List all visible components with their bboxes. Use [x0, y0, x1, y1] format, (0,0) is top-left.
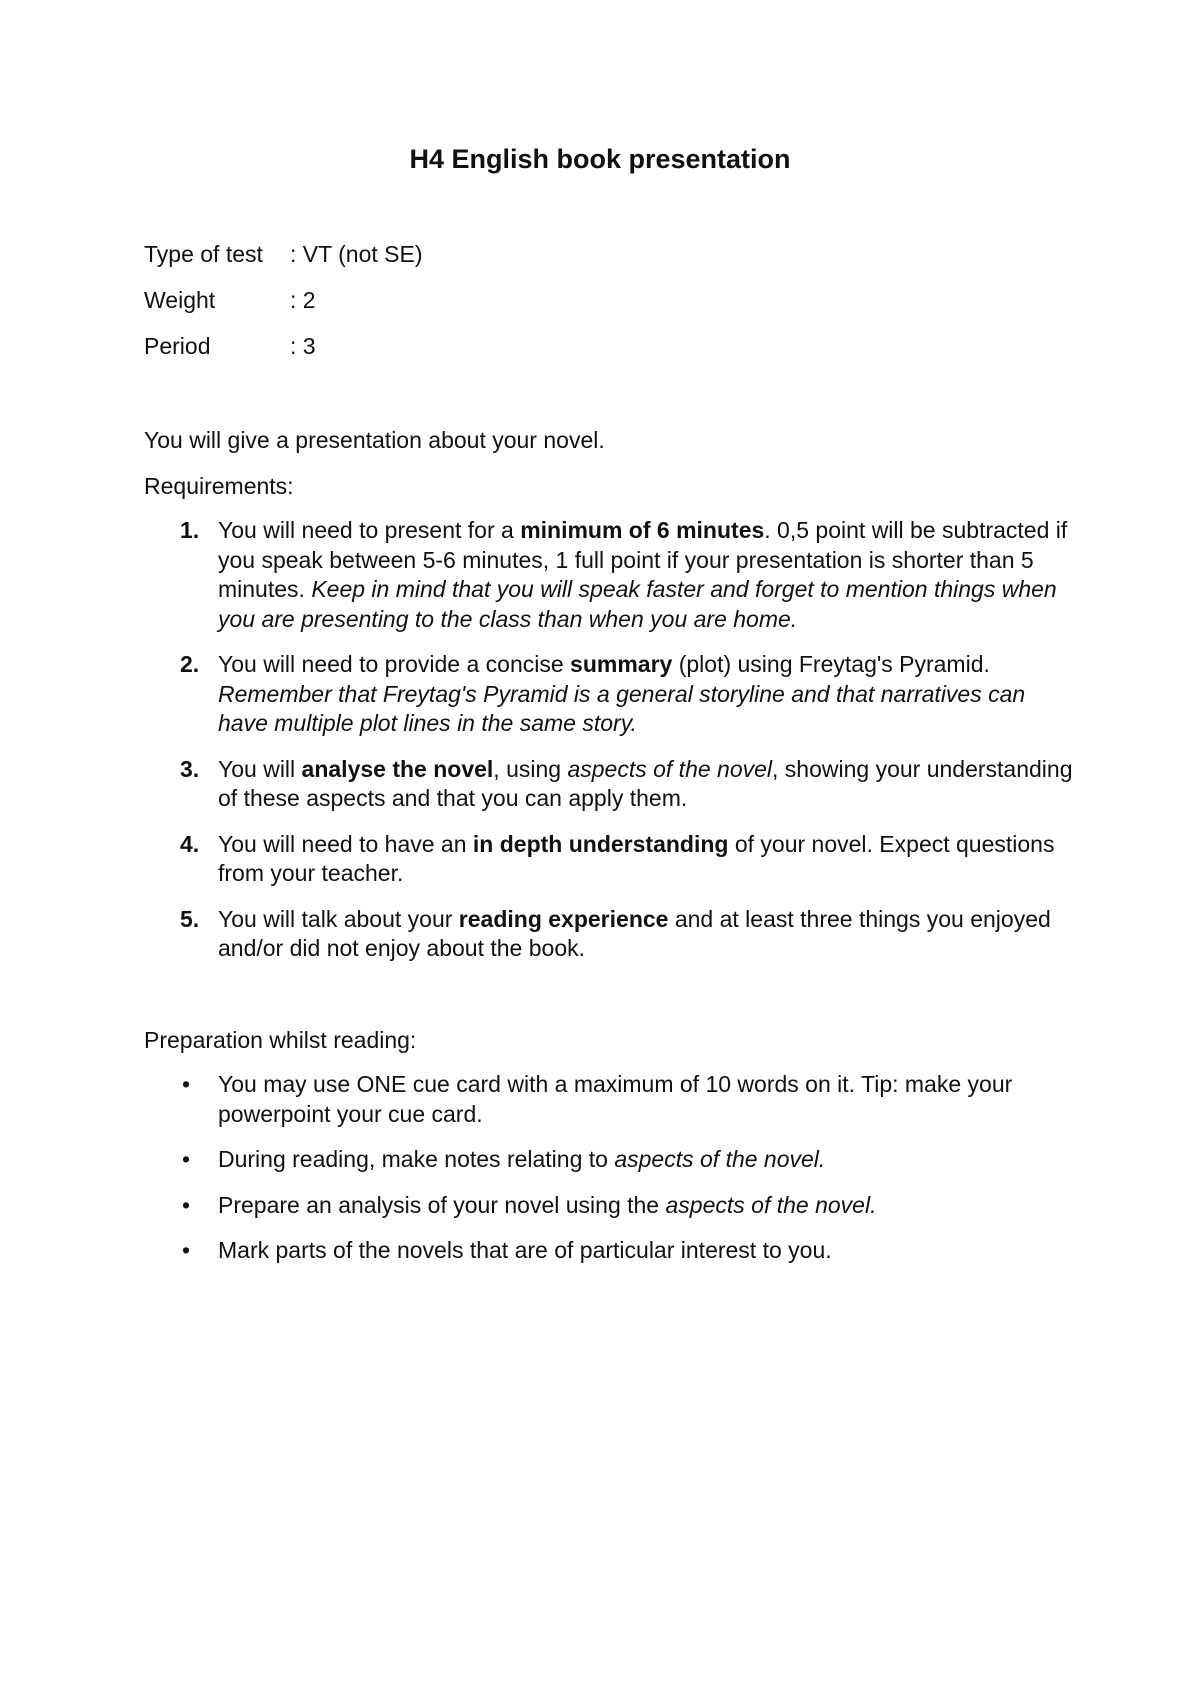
preparation-text: You may use ONE cue card with a maximum of 10 words on it. Tip: make your powerpoint your cue card. — [218, 1071, 1013, 1127]
weight-label: Weight — [144, 287, 216, 313]
requirement-number: 1. — [180, 517, 200, 543]
requirement-text: , using — [493, 755, 568, 782]
requirement-item — [144, 650, 1074, 739]
preparation-heading: Preparation whilst reading: — [144, 1027, 417, 1053]
requirement-emphasis: summary — [570, 651, 673, 677]
weight-row — [144, 284, 744, 330]
preparation-text: Mark parts of the novels that are of particular interest to you. — [218, 1237, 832, 1263]
requirements-heading: Requirements: — [144, 473, 294, 499]
requirement-text: You will need to provide a concise — [218, 651, 571, 677]
requirement-text: You will talk about your — [218, 905, 459, 932]
requirement-text: , showing your understanding of these aspects and that you can apply them. — [218, 755, 1073, 811]
preparation-text: Prepare an analysis of your novel using the — [218, 1191, 666, 1218]
requirement-note: Keep in mind that you will speak faster and forget to mention things when you are presenting to the class than when you are home. — [218, 576, 1057, 632]
requirement-number: 3. — [180, 755, 200, 782]
requirements-list — [144, 516, 1074, 980]
requirement-number: 5. — [180, 905, 200, 932]
requirement-emphasis: in depth understanding — [472, 830, 729, 857]
period-value: : 3 — [290, 333, 316, 359]
period-label: Period — [144, 333, 211, 359]
bullet-icon: • — [182, 1146, 191, 1172]
requirement-item — [144, 830, 1074, 889]
requirement-emphasis: minimum of 6 minutes — [520, 517, 765, 543]
document-title: H4 English book presentation — [409, 144, 791, 174]
preparation-item — [144, 1145, 1074, 1175]
requirement-text: (plot) using Freytag's Pyramid. — [672, 651, 990, 677]
preparation-item — [144, 1191, 1074, 1221]
period-row — [144, 330, 744, 376]
requirement-number: 2. — [180, 651, 200, 677]
requirement-text: and at least three things you enjoyed and/or did not enjoy about the book. — [218, 905, 1051, 961]
requirement-text: . 0,5 point will be subtracted if you speak between 5-6 minutes, 1 full point if your presentation is shorter than 5 minutes. — [218, 517, 1068, 602]
test-info — [144, 238, 744, 376]
requirement-number: 4. — [180, 830, 200, 857]
requirement-note: Remember that Freytag's Pyramid is a general storyline and that narratives can have multiple plot lines in the same story. — [218, 680, 1026, 736]
test-type-label: Type of test — [144, 241, 263, 267]
requirement-note: aspects of the novel — [567, 755, 773, 782]
intro-text: You will give a presentation about your novel. — [144, 427, 605, 453]
weight-value: : 2 — [290, 287, 316, 313]
requirement-item — [144, 905, 1074, 964]
requirement-text: You will need to present for a — [218, 517, 521, 543]
requirement-item — [144, 516, 1074, 634]
preparation-item — [144, 1236, 1074, 1266]
requirement-emphasis: analyse the novel — [301, 755, 494, 782]
requirement-emphasis: reading experience — [458, 905, 669, 932]
test-type-value: : VT (not SE) — [290, 241, 423, 267]
bullet-icon: • — [182, 1237, 191, 1263]
preparation-emphasis: aspects of the novel. — [665, 1191, 877, 1218]
requirement-text: of your novel. Expect questions from your teacher. — [218, 830, 1055, 886]
requirement-item — [144, 755, 1074, 814]
preparation-text: During reading, make notes relating to — [218, 1146, 615, 1172]
preparation-item — [144, 1070, 1074, 1129]
test-type-row — [144, 238, 744, 284]
bullet-icon: • — [182, 1191, 191, 1218]
requirement-text: You will need to have an — [218, 830, 473, 857]
requirement-text: You will — [218, 755, 302, 782]
preparation-list — [144, 1070, 1074, 1282]
preparation-emphasis: aspects of the novel. — [614, 1146, 826, 1172]
bullet-icon: • — [182, 1071, 191, 1097]
